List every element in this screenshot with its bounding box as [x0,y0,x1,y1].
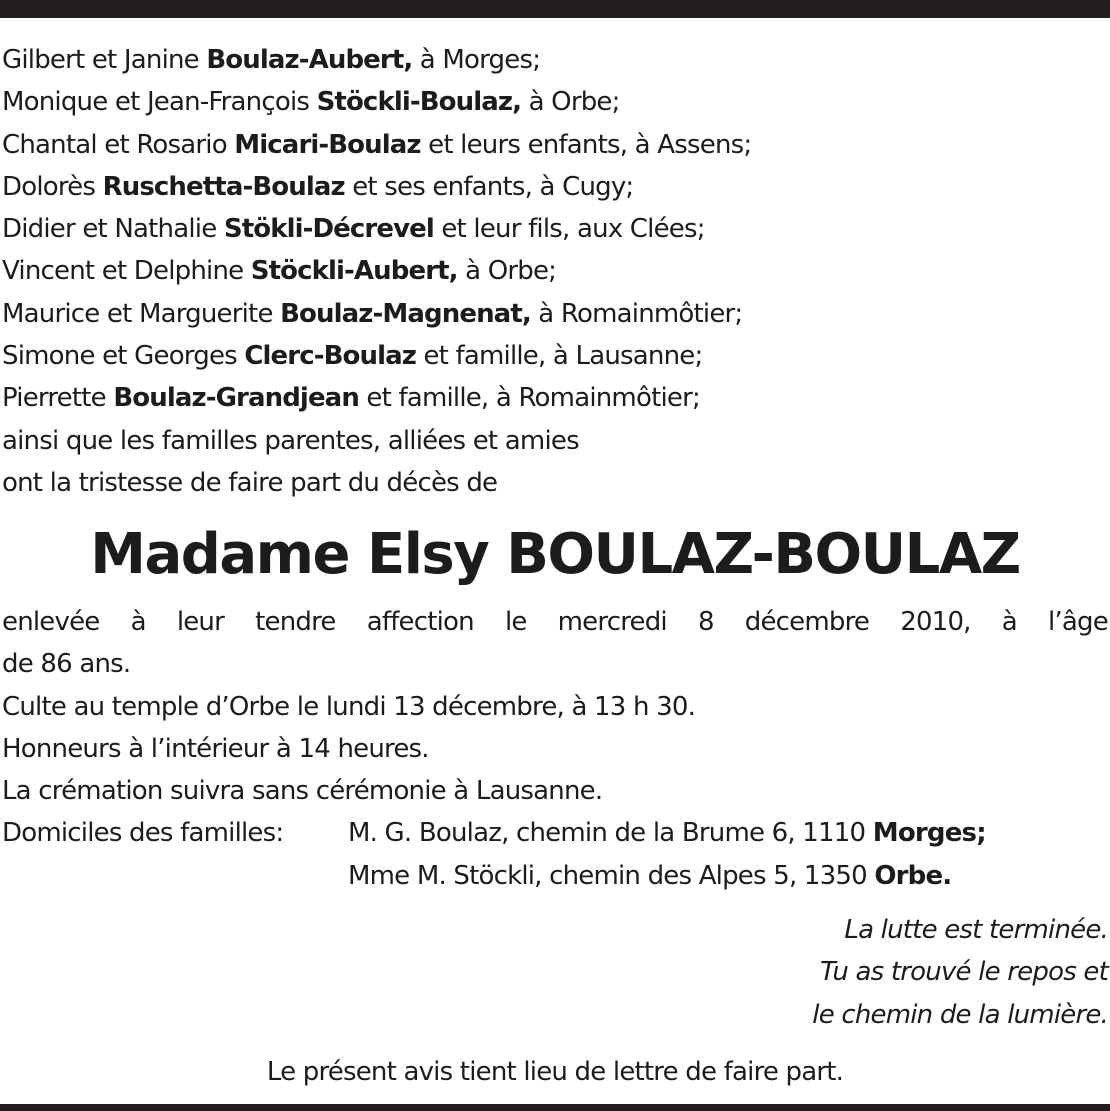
address-row [2,855,1108,897]
top-rule [0,0,1110,18]
family-name: Stökli-Décrevel [223,214,434,245]
family-line: Monique et Jean-François Stöckli-Boulaz, à Orbe; [2,87,620,118]
family-list [2,39,1108,504]
family-name: Boulaz-Grandjean [113,383,359,414]
family-line: Chantal et Rosario Micari-Boulaz et leurs enfants, à Assens; [2,129,752,160]
family-name: Ruschetta-Boulaz [102,171,345,202]
address-city: Orbe. [874,860,952,891]
family-line: Didier et Nathalie Stökli-Décrevel et leur fils, aux Clées; [2,214,705,245]
family-name: Stöckli-Boulaz, [316,87,522,118]
address-text: Mme M. Stöckli, chemin des Alpes 5, 1350 Orbe. [348,860,952,891]
closing-note: Le présent avis tient lieu de lettre de faire part. [266,1057,844,1087]
intro-line-1: ainsi que les familles parentes, alliées et amies [2,425,579,456]
verse [812,909,1108,1036]
family-name: Boulaz-Aubert, [206,45,413,75]
bottom-rule [0,1104,1110,1111]
address-text: M. G. Boulaz, chemin de la Brume 6, 1110 Morges; [348,818,986,849]
passing-line-2: de 86 ans. [2,649,131,680]
family-line: Simone et Georges Clerc-Boulaz et famille, à Lausanne; [2,341,703,372]
address-label: Domiciles des familles: [2,818,284,849]
passing-line-1: enlevée à leur tendre affection le mercredi 8 décembre 2010, à l’âge [2,607,1108,637]
cremation-line: La crémation suivra sans cérémonie à Lausanne. [2,776,603,807]
address-city: Morges; [872,818,986,849]
verse-line: La lutte est terminée. [844,915,1108,945]
family-name: Boulaz-Magnenat, [280,298,531,329]
verse-line: le chemin de la lumière. [812,999,1108,1030]
service-line: Culte au temple d’Orbe le lundi 13 décembre, à 13 h 30. [2,691,696,722]
family-name: Clerc-Boulaz [244,341,416,372]
family-line: Dolorès Ruschetta-Boulaz et ses enfants, à Cugy; [2,171,634,202]
deceased-name: Madame Elsy BOULAZ-BOULAZ [90,522,1020,587]
family-name: Micari-Boulaz [234,129,421,160]
address-row [2,812,1108,854]
verse-line: Tu as trouvé le repos et [819,957,1108,988]
family-line: Vincent et Delphine Stöckli-Aubert, à Orbe; [2,256,557,287]
family-name: Stöckli-Aubert, [250,256,458,287]
intro-line-2: ont la tristesse de faire part du décès de [2,467,498,498]
family-line: Maurice et Marguerite Boulaz-Magnenat, à Romainmôtier; [2,298,743,329]
details [2,601,1108,897]
honours-line: Honneurs à l’intérieur à 14 heures. [2,733,429,764]
family-line: Gilbert et Janine Boulaz-Aubert, à Morges; [2,45,541,75]
family-line: Pierrette Boulaz-Grandjean et famille, à Romainmôtier; [2,383,700,414]
